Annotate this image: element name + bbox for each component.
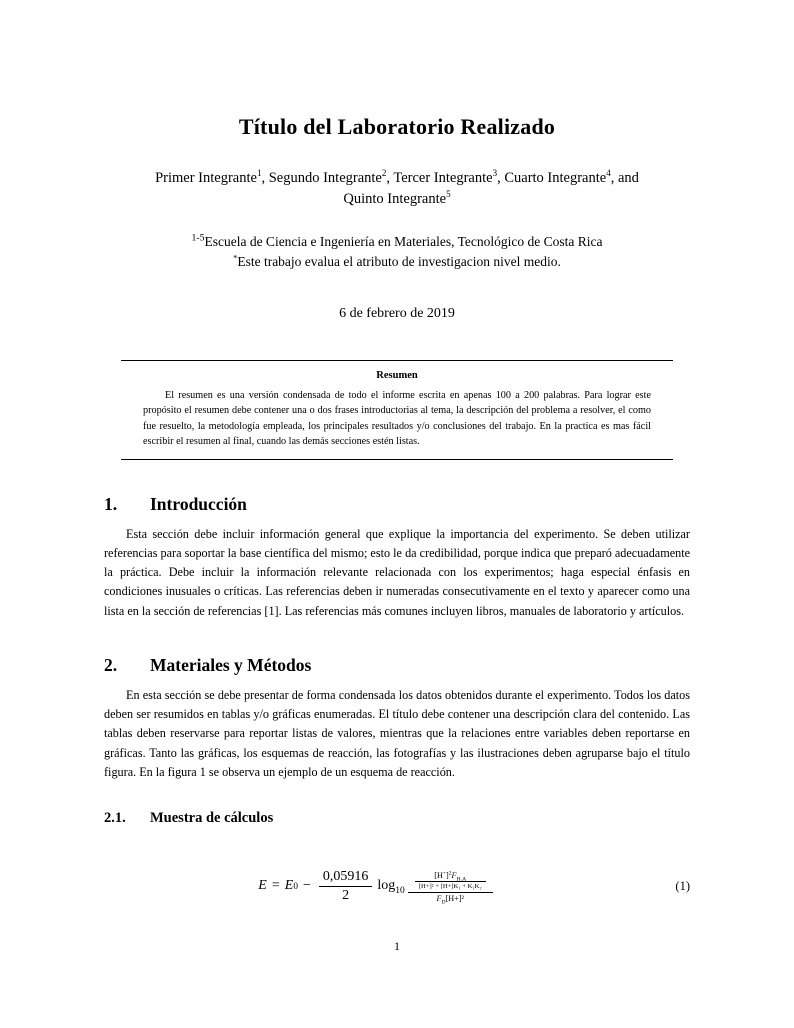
section-paragraph-2: En esta sección se debe presentar de forma condensada los datos obtenidos durante el experimento. Todos los datos deben ser resumidos en tablas y/o gráficas enumeradas. El título debe contener una descripción clara del contenido. Las tablas deben reservarse para reportar listas de valores, mientras que la relaciones entre variables deben reportarse en gráficas. Tanto las gráficas, los esquemas de reacción, las fotografías y las ilustraciones deben agruparse bajo el título figura. En la figura 1 se observa un ejemplo de un esquema de reacción. [104, 687, 690, 779]
equation-log-base: 10 [395, 886, 405, 896]
subsection-title: Muestra de cálculos [150, 810, 274, 827]
author-sup-2: 2 [381, 168, 387, 179]
affiliation-footnote-line [104, 252, 690, 272]
subsection-heading-muestra-de-calculos [104, 810, 690, 827]
equation-log [377, 878, 404, 894]
author-conjunction: and [617, 170, 639, 187]
equation-inner-num-f: F [451, 870, 457, 880]
abstract-heading: Resumen [376, 369, 418, 381]
author-name-3: Tercer Integrante [393, 170, 493, 187]
section-heading-materiales-y-metodos [104, 655, 690, 676]
equation-math: E = E 0 − $\frac{0,05916}{2}$ $\log_{10}$ $\frac{\frac{[H^+]^2F_{H_2A}}{\text{[H+]² + [H+]K₁ + K₁K₂}}}{F_D[H+]^2}$ [258, 868, 495, 905]
author-list: Primer Integrante$^1$, Segundo Integrante$^2$, Tercer Integrante$^3$, Cuarto Integrante$^4$, and Quinto Integrante$^5$ [155, 168, 639, 208]
equation-inner-num-bracket: ] [446, 870, 449, 880]
affiliation-text: Escuela de Ciencia e Ingeniería en Materiales, Tecnológico de Costa Rica [204, 234, 603, 250]
equation-outer-fraction [408, 869, 493, 904]
equation-outer-den-f: F [436, 893, 442, 903]
section-heading-introduccion [104, 494, 690, 515]
equation-coefficient-denominator: 2 [342, 887, 350, 903]
affiliation-sup: 1-5 [191, 232, 205, 244]
author-name-1: Primer Integrante [155, 170, 257, 187]
equation-outer-den-rest: [H+]² [445, 893, 464, 903]
equation-minus: − [302, 878, 311, 894]
section-number-1: 1. [104, 493, 118, 514]
equation-inner-fraction [415, 870, 486, 891]
author-name-2: Segundo Integrante [268, 170, 382, 187]
section-paragraph-1: Esta sección debe incluir información general que explique la importancia del experimento. Se deben utilizar referencias para soportar la base científica del mismo; esto le da credibilidad, porque indica que preparó adecuadamente la práctica. Debe incluir la información relevante relacionada con los experimentos; haga especial énfasis en condiciones inusuales o críticas. Las referencias deben ir numeradas consecutivamente en el texto y aparecer como una lista en la sección de referencias [1]. Las referencias más comunes incluyen libros, manuales de laboratorio y artículos. [104, 526, 690, 618]
equation-coefficient-fraction [319, 868, 373, 905]
affiliation-block [104, 232, 690, 271]
subsection-number: 2.1. [104, 810, 126, 827]
abstract-block [121, 360, 673, 460]
equation-outer-denominator [433, 893, 468, 904]
section-title-2: Materiales y Métodos [150, 654, 312, 675]
equation-log-label: log [377, 878, 396, 894]
equation-outer-den-f-sub: D [441, 899, 446, 906]
equation-formula [104, 868, 650, 905]
section-title-1: Introducción [150, 493, 247, 514]
equation-inner-num-f-sub: H₂A [456, 876, 467, 883]
abstract-bottom-rule [121, 459, 673, 460]
author-sup-1: 1 [256, 168, 262, 179]
equation-inner-num-charge: + [442, 869, 446, 876]
equation-equals: = [271, 878, 280, 894]
equation-block [104, 857, 690, 915]
equation-lhs: E [258, 878, 267, 894]
affiliation-footnote-sup: * [233, 253, 238, 263]
equation-inner-numerator [430, 870, 470, 881]
affiliation-footnote-text: Este trabajo evalua el atributo de investigacion nivel medio. [237, 253, 561, 269]
publication-date: 6 de febrero de 2019 [339, 305, 455, 321]
page-title: Título del Laboratorio Realizado [238, 114, 556, 139]
section-number-2: 2. [104, 654, 118, 675]
abstract-text: El resumen es una versión condensada de todo el informe escrita en apenas 100 a 200 palabras. Para lograr este propósito el resumen debe contener una o dos frases introductorias al tema, la descripción del problema a resolver, el como fue resuelto, la metodología empleada, los principales resultados y/o conclusiones del trabajo. En la practica es mas fácil escribir el resumen al final, cuando las demás secciones estén listas. [143, 389, 651, 448]
equation-outer-numerator [408, 869, 493, 892]
equation-inner-num-h: [H [434, 870, 443, 880]
equation-inner-num-exp: 2 [448, 869, 452, 876]
equation-e0: E [284, 878, 294, 894]
equation-inner-denominator: [H+]² + [H+]K₁ + K₁K₂ [418, 882, 482, 890]
author-sup-3: 3 [492, 168, 498, 179]
author-name-5: Quinto Integrante [343, 191, 447, 208]
abstract-top-rule [121, 360, 673, 361]
author-sup-5: 5 [446, 189, 451, 200]
author-name-4: Cuarto Integrante [504, 170, 607, 187]
author-sup-4: 4 [606, 168, 611, 179]
page-footer-number: 1 [394, 939, 400, 953]
equation-coefficient-numerator: 0,05916 [322, 868, 369, 884]
equation-number: (1) [675, 878, 690, 893]
